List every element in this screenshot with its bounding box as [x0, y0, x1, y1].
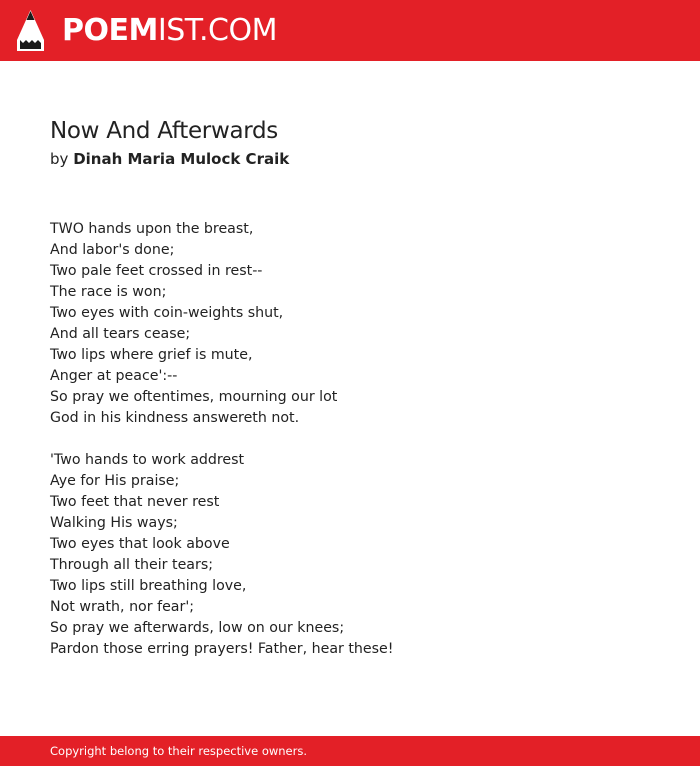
poem-line: TWO hands upon the breast,	[50, 221, 254, 237]
site-header	[0, 0, 700, 61]
poem-line: Anger at peace':--	[50, 368, 178, 384]
poem-line: So pray we afterwards, low on our knees;	[50, 620, 345, 636]
poem-line: Two pale feet crossed in rest--	[50, 263, 263, 279]
poem-line: Aye for His praise;	[50, 473, 180, 489]
poem-byline	[50, 148, 289, 170]
poem-stanza	[50, 219, 670, 429]
poem-line: And all tears cease;	[50, 326, 191, 342]
logo-light-part: IST.COM	[157, 13, 277, 48]
poem-line: Two feet that never rest	[50, 494, 220, 510]
copyright-text: Copyright belong to their respective owners.	[50, 744, 308, 758]
poem-line: Through all their tears;	[50, 557, 214, 573]
poem-line: Pardon those erring prayers! Father, hear these!	[50, 641, 394, 657]
poem-title: Now And Afterwards	[50, 118, 278, 144]
poem-line: Two lips still breathing love,	[50, 578, 247, 594]
poem-line: And labor's done;	[50, 242, 175, 258]
pencil-tip-icon[interactable]	[17, 10, 44, 51]
poem-line: 'Two hands to work addrest	[50, 452, 245, 468]
poem-body	[50, 219, 670, 660]
poem-line: The race is won;	[50, 284, 167, 300]
poem-line: Two lips where grief is mute,	[50, 347, 253, 363]
logo-bold-part: POEM	[62, 13, 158, 48]
poem-line: So pray we oftentimes, mourning our lot	[50, 389, 338, 405]
poem-line: Two eyes with coin-weights shut,	[50, 305, 284, 321]
poem-line: God in his kindness answereth not.	[50, 410, 300, 426]
poem-line: Walking His ways;	[50, 515, 178, 531]
poem-stanza	[50, 450, 670, 660]
poem-author: Dinah Maria Mulock Craik	[73, 150, 290, 168]
site-footer	[0, 736, 700, 766]
poem-line: Two eyes that look above	[50, 536, 230, 552]
poem-line: Not wrath, nor fear';	[50, 599, 195, 615]
site-logo[interactable]	[62, 11, 277, 51]
by-label: by	[50, 150, 69, 168]
